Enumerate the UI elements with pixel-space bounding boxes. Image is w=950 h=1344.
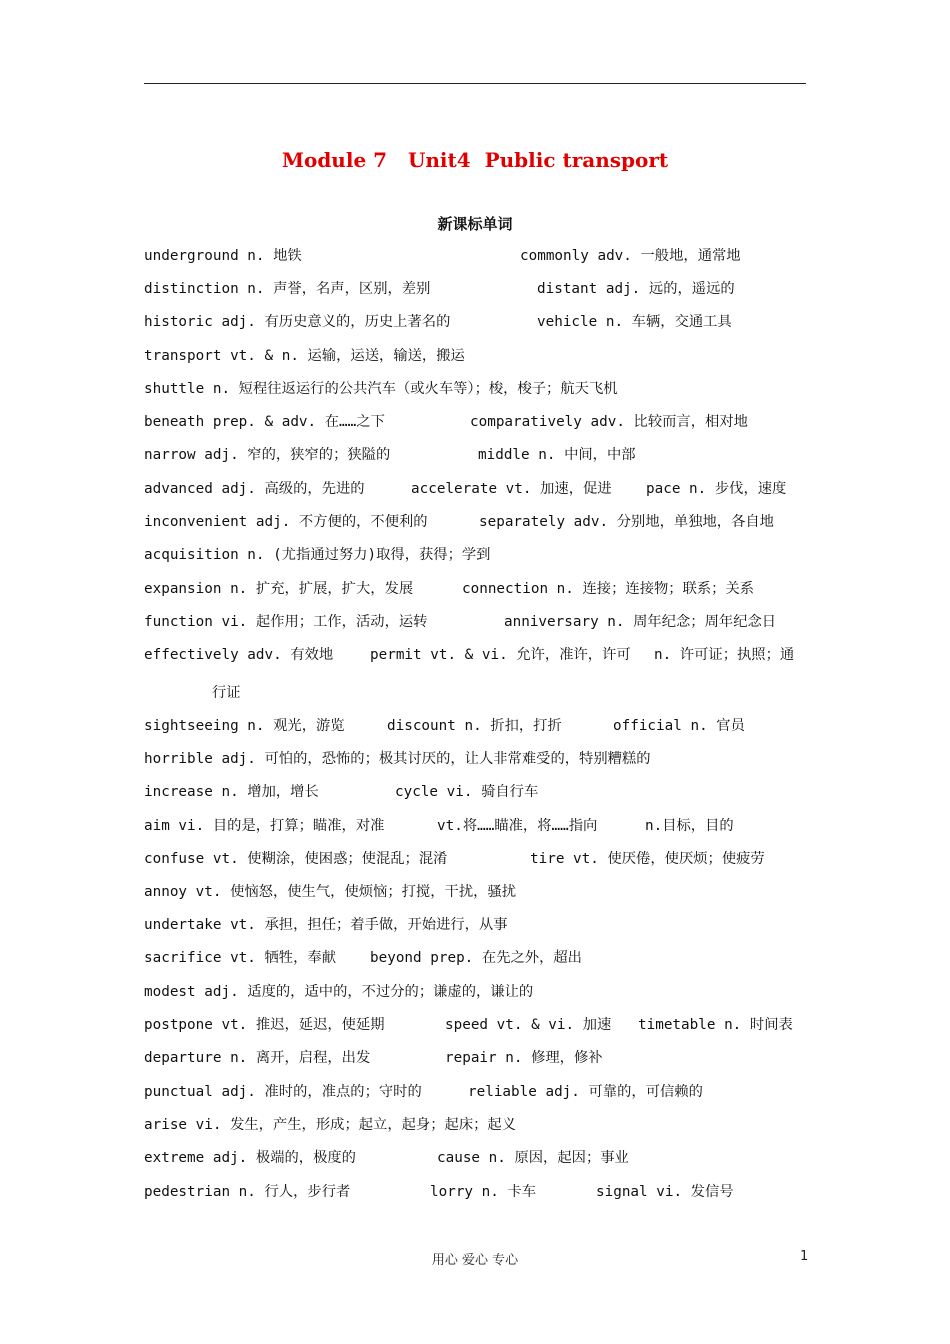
vocab-line [144, 1180, 814, 1204]
page-number: 1 [800, 1249, 809, 1264]
vocab-entry: inconvenient adj. 不方便的，不便利的 [144, 514, 428, 530]
vocab-entry: signal vi. 发信号 [596, 1184, 734, 1200]
vocab-entry: distinction n. 声誉，名声，区别，差别 [144, 281, 431, 297]
vocab-entry: underground n. 地铁 [144, 248, 302, 264]
vocab-entry: departure n. 离开，启程，出发 [144, 1050, 371, 1066]
vocab-line [144, 410, 814, 434]
vocab-entry: vt.将……瞄准，将……指向 [437, 818, 598, 834]
vocab-line [144, 577, 814, 601]
vocab-line [144, 610, 814, 634]
vocab-entry: separately adv. 分别地，单独地，各自地 [479, 514, 774, 530]
vocab-entry: arise vi. 发生，产生，形成；起立，起身；起床；起义 [144, 1117, 517, 1133]
vocab-entry: beneath prep. & adv. 在……之下 [144, 414, 385, 430]
vocab-entry: increase n. 增加，增长 [144, 784, 319, 800]
vocab-line [144, 847, 814, 871]
vocab-line [144, 477, 814, 501]
vocab-entry: extreme adj. 极端的，极度的 [144, 1150, 356, 1166]
vocab-entry: beyond prep. 在先之外，超出 [370, 950, 582, 966]
vocab-entry: undertake vt. 承担，担任；着手做，开始进行，从事 [144, 917, 508, 933]
vocab-entry: repair n. 修理，修补 [445, 1050, 603, 1066]
vocab-line [144, 1146, 814, 1170]
vocab-entry: annoy vt. 使恼怒，使生气，使烦恼；打搅，干扰，骚扰 [144, 884, 517, 900]
vocab-line [144, 913, 814, 937]
vocab-entry: shuttle n. 短程往返运行的公共汽车（或火车等）；梭，梭子；航天飞机 [144, 381, 618, 397]
vocab-entry: anniversary n. 周年纪念；周年纪念日 [504, 614, 777, 630]
vocab-entry: aim vi. 目的是，打算；瞄准，对准 [144, 818, 385, 834]
section-heading: 新课标单词 [437, 215, 513, 233]
vocab-line [144, 681, 814, 705]
vocab-entry: connection n. 连接；连接物；联系；关系 [462, 581, 755, 597]
header-rule [144, 83, 806, 84]
vocab-line [144, 747, 814, 771]
vocab-entry: expansion n. 扩充，扩展，扩大，发展 [144, 581, 414, 597]
vocab-entry: 行证 [212, 685, 241, 701]
vocab-entry: permit vt. & vi. 允许，准许，许可 [370, 647, 631, 663]
vocab-line [144, 510, 814, 534]
vocab-line [144, 344, 814, 368]
vocab-entry: horrible adj. 可怕的，恐怖的；极其讨厌的，让人非常难受的，特别糟糕的 [144, 751, 651, 767]
vocab-entry: comparatively adv. 比较而言，相对地 [470, 414, 748, 430]
vocab-entry: sightseeing n. 观光，游览 [144, 718, 345, 734]
vocab-entry: postpone vt. 推迟，延迟，使延期 [144, 1017, 385, 1033]
vocab-entry: sacrifice vt. 牺牲，奉献 [144, 950, 336, 966]
vocab-entry: discount n. 折扣，打折 [387, 718, 562, 734]
vocab-line [144, 714, 814, 738]
vocab-entry: lorry n. 卡车 [430, 1184, 537, 1200]
vocab-line [144, 780, 814, 804]
vocab-entry: pace n. 步伐，速度 [646, 481, 787, 497]
footer-motto: 用心 爱心 专心 [431, 1253, 519, 1268]
vocab-entry: narrow adj. 窄的，狭窄的；狭隘的 [144, 447, 391, 463]
vocab-entry: confuse vt. 使糊涂，使困惑；使混乱；混淆 [144, 851, 448, 867]
vocab-line [144, 244, 814, 268]
vocab-entry: speed vt. & vi. 加速 [445, 1017, 612, 1033]
vocab-entry: n.目标，目的 [645, 818, 734, 834]
vocab-entry: middle n. 中间，中部 [478, 447, 636, 463]
vocab-line [144, 543, 814, 567]
vocab-entry: acquisition n. (尤指通过努力)取得，获得；学到 [144, 547, 491, 563]
vocab-entry: punctual adj. 准时的，准点的；守时的 [144, 1084, 422, 1100]
vocab-entry: cause n. 原因，起因；事业 [437, 1150, 629, 1166]
vocab-entry: advanced adj. 高级的，先进的 [144, 481, 365, 497]
page-title: Module 7 Unit4 Public transport [281, 148, 669, 172]
vocab-line [144, 277, 814, 301]
vocab-entry: vehicle n. 车辆，交通工具 [537, 314, 732, 330]
vocab-entry: accelerate vt. 加速，促进 [411, 481, 612, 497]
vocab-line [144, 1013, 814, 1037]
vocab-entry: distant adj. 远的，遥远的 [537, 281, 735, 297]
vocab-line [144, 814, 814, 838]
vocab-entry: reliable adj. 可靠的，可信赖的 [468, 1084, 703, 1100]
vocab-line [144, 1113, 814, 1137]
vocab-entry: effectively adv. 有效地 [144, 647, 334, 663]
vocab-entry: transport vt. & n. 运输，运送，输送，搬运 [144, 348, 465, 364]
vocab-line [144, 310, 814, 334]
vocab-entry: historic adj. 有历史意义的，历史上著名的 [144, 314, 451, 330]
vocab-line [144, 880, 814, 904]
vocab-line [144, 377, 814, 401]
vocab-line [144, 643, 814, 667]
vocab-entry: commonly adv. 一般地，通常地 [520, 248, 741, 264]
vocab-entry: tire vt. 使厌倦，使厌烦；使疲劳 [530, 851, 765, 867]
vocab-line [144, 443, 814, 467]
vocab-entry: pedestrian n. 行人，步行者 [144, 1184, 351, 1200]
vocab-entry: official n. 官员 [613, 718, 745, 734]
vocab-entry: cycle vi. 骑自行车 [395, 784, 539, 800]
vocab-line [144, 1080, 814, 1104]
vocab-entry: n. 许可证；执照；通 [654, 647, 795, 663]
vocab-entry: timetable n. 时间表 [638, 1017, 793, 1033]
vocab-line [144, 980, 814, 1004]
vocab-line [144, 1046, 814, 1070]
vocab-line [144, 946, 814, 970]
vocab-entry: modest adj. 适度的，适中的，不过分的；谦虚的，谦让的 [144, 984, 534, 1000]
vocab-entry: function vi. 起作用；工作，活动，运转 [144, 614, 428, 630]
